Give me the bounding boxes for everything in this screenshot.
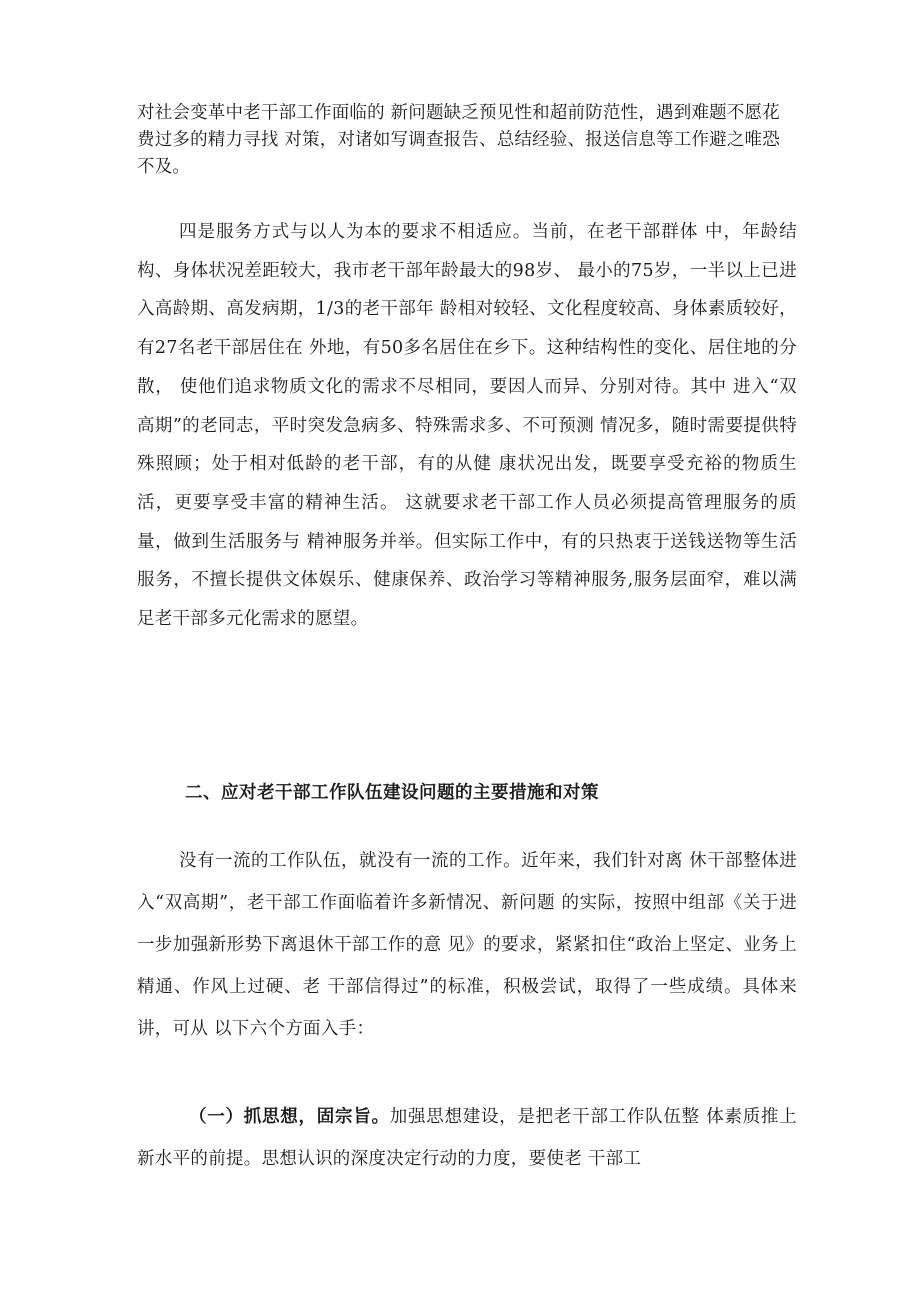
point-one-body: 加强思想建设，是把老干部工作队伍整 体素质推上新水平的前提。思想认识的深度决定行动的力度，要使老 干部工 <box>137 1107 797 1169</box>
section-heading: 二、应对老干部工作队伍建设问题的主要措施和对策 <box>185 783 599 803</box>
paragraph-service-mode: 四是服务方式与以人为本的要求不相适应。当前，在老干部群体 中，年龄结构、身体状况差距较大，我市老干部年龄最大的98岁、 最小的75岁，一半以上已进入高龄期、高发病期，1/3的老干部年 龄相对较轻、文化程度较高、身体素质较好，有27名老干部居住在 外地，有50多名居住在乡下。这种结构性的变化、居住地的分散， 使他们追求物质文化的需求不尽相同，要因人而异、分别对待。其中 进入“双高期”的老同志，平时突发急病多、特殊需求多、不可预测 情况多，随时需要提供特殊照顾；处于相对低龄的老干部，有的从健 康状况出发，既要享受充裕的物质生活，更要享受丰富的精神生活。 这就要求老干部工作人员必须提高管理服务的质量，做到生活服务与 精神服务并举。但实际工作中，有的只热衷于送钱送物等生活服务，不擅长提供文体娱乐、健康保养、政治学习等精神服务,服务层面窄，难以满足老干部多元化需求的愿望。 <box>137 222 797 630</box>
paragraph-continued: 对社会变革中老干部工作面临的 新问题缺乏预见性和超前防范性，遇到难题不愿花费过多的精力寻找 对策，对诸如写调查报告、总结经验、报送信息等工作避之唯恐不及。 <box>137 103 780 177</box>
paragraph-point-one <box>137 1096 797 1180</box>
point-one-lead: （一）抓思想，固宗旨。 <box>189 1107 390 1127</box>
paragraph-intro: 没有一流的工作队伍，就没有一流的工作。近年来，我们针对离 休干部整体进入“双高期”，老干部工作面临着许多新情况、新问题 的实际，按照中组部《关于进一步加强新形势下离退休干部工作的意 见》的要求，紧紧扣住“政治上坚定、业务上精通、作风上过硬、老 干部信得过”的标准，积极尝试，取得了一些成绩。具体来讲，可从 以下六个方面入手： <box>137 851 797 1039</box>
